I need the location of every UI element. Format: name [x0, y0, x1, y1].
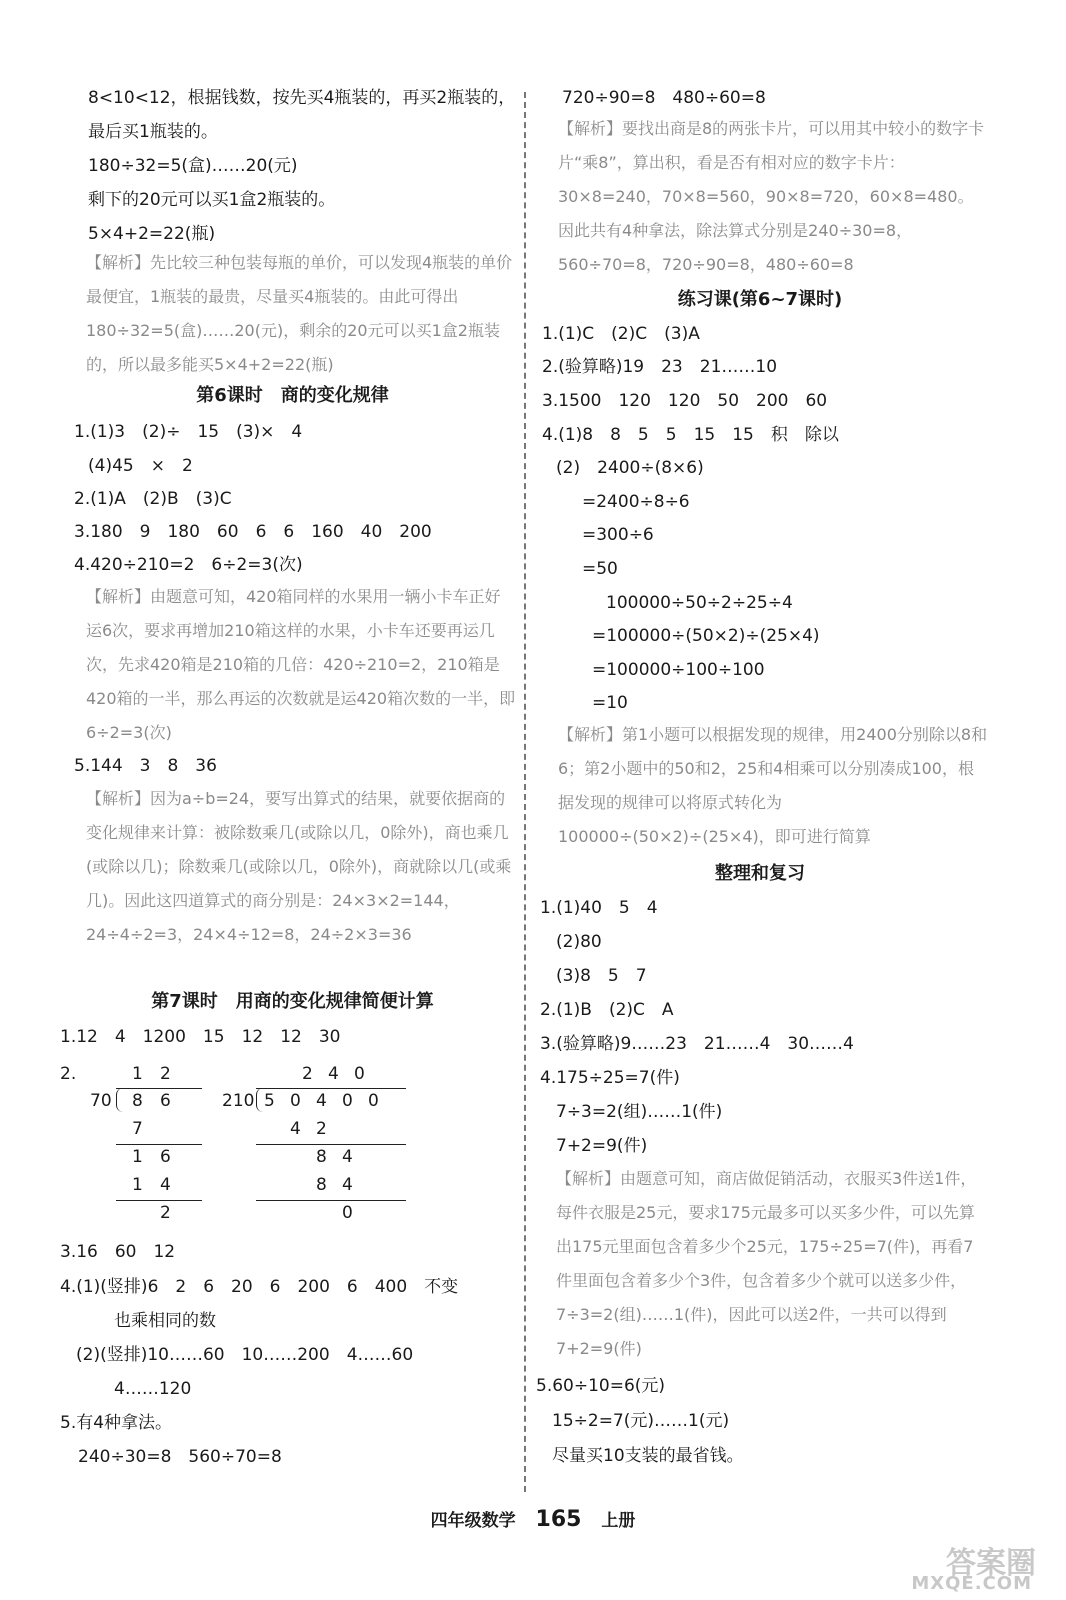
answer-label: 2. [60, 1064, 77, 1084]
text-line: 8<10<12，根据钱数，按先买4瓶装的，再买2瓶装的， [88, 88, 516, 108]
section-title: 第7课时 用商的变化规律简便计算 [151, 991, 434, 1012]
dividend-digit: 4 [316, 1091, 327, 1111]
answer-line: 3.(验算略)9……23 21……4 30……4 [540, 1034, 854, 1054]
dividend-digit: 6 [160, 1091, 171, 1111]
analysis-note: 【解析】要找出商是8的两张卡片，可以用其中较小的数字卡片“乘8”，算出积，看是否有相对应的数字卡片：30×8=240，70×8=560，90×8=720，60×8=480。因此共有4种拿法，除法算式分别是240÷30=8，560÷70=8，720÷90=8，480÷60=8 [558, 119, 985, 274]
answer-line: 4.(1)(竖排)6 2 6 20 6 200 6 400 不变 [60, 1277, 459, 1297]
analysis-note: 【解析】第1小题可以根据发现的规律，用2400分别除以8和6；第2小题中的50和2，25和4相乘可以分别凑成100，根据发现的规律可以将原式转化为100000÷(50×2)÷(25×4)，即可进行简算 [558, 725, 988, 846]
answer-line: 2.(验算略)19 23 21……10 [542, 357, 778, 377]
footer-grade: 四年级数学 [430, 1511, 516, 1531]
answer-line: 1.(1)40 5 4 [540, 898, 658, 918]
answer-line: 240÷30=8 560÷70=8 [78, 1447, 282, 1467]
answer-line: (4)45 × 2 [88, 456, 193, 476]
answer-line: 2.(1)B (2)C A [540, 1000, 674, 1020]
answer-line: 1.(1)C (2)C (3)A [542, 324, 700, 344]
answer-line: 5.有4种拿法。 [60, 1413, 173, 1433]
answer-line: 720÷90=8 480÷60=8 [562, 88, 766, 108]
page-footer [0, 1506, 1066, 1532]
answer-line: =100000÷(50×2)÷(25×4) [592, 626, 820, 646]
dividend-digit: 0 [290, 1091, 301, 1111]
answer-line: 尽量买10支装的最省钱。 [552, 1446, 744, 1466]
answer-line: 5.144 3 8 36 [74, 756, 217, 776]
remainder-digit: 0 [342, 1203, 353, 1223]
dividend-digit: 5 [264, 1091, 275, 1111]
answer-line: 4.420÷210=2 6÷2=3(次) [74, 555, 303, 575]
long-division-1 [70, 1064, 210, 1234]
column-divider [524, 92, 526, 1492]
answer-line: =10 [592, 693, 628, 713]
analysis-note: 【解析】由题意可知，420箱同样的水果用一辆小卡车正好运6次，要求再增加210箱这样的水果，小卡车还要再运几次，先求420箱是210箱的几倍：420÷210=2，210箱是420箱的一半，那么再运的次数就是运420箱次数的一半，即6÷2=3(次) [86, 587, 516, 742]
step-digit: 4 [342, 1147, 353, 1167]
section-title: 整理和复习 [715, 863, 805, 884]
footer-volume: 上册 [601, 1511, 636, 1531]
analysis-note: 【解析】先比较三种包装每瓶的单价，可以发现4瓶装的单价最便宜，1瓶装的最贵，尽量买4瓶装的。由此可得出180÷32=5(盒)……20(元)，剩余的20元可以买1盒2瓶装的，所以最多能买5×4+2=22(瓶) [86, 253, 513, 374]
step-digit: 7 [132, 1119, 143, 1139]
step-digit: 1 [132, 1147, 143, 1167]
answer-line: 4……120 [114, 1379, 192, 1399]
answer-line: =2400÷8÷6 [582, 492, 690, 512]
answer-line: =50 [582, 559, 618, 579]
quotient-digit: 2 [160, 1064, 171, 1084]
answer-line: 4.(1)8 8 5 5 15 15 积 除以 [542, 425, 839, 445]
analysis-note: 【解析】因为a÷b=24，要写出算式的结果，就要依据商的变化规律来计算：被除数乘几(或除以几，0除外)，商也乘几(或除以几)；除数乘几(或除以几，0除外)，商就除以几(或乘几)。因此这四道算式的商分别是：24×3×2=144，24÷4÷2=3，24×4÷12=8，24÷2×3=36 [86, 789, 512, 944]
text-line: 剩下的20元可以买1盒2瓶装的。 [88, 190, 336, 210]
step-digit: 2 [316, 1119, 327, 1139]
step-digit: 6 [160, 1147, 171, 1167]
divisor: 70 [90, 1091, 112, 1111]
answer-line: 7+2=9(件) [556, 1136, 648, 1156]
answer-line: 1.(1)3 (2)÷ 15 (3)× 4 [74, 422, 303, 442]
step-digit: 1 [132, 1175, 143, 1195]
answer-line: 3.180 9 180 60 6 6 160 40 200 [74, 522, 432, 542]
quotient-digit: 0 [354, 1064, 365, 1084]
quotient-digit: 2 [302, 1064, 313, 1084]
page-number: 165 [535, 1507, 582, 1532]
answer-line: 15÷2=7(元)……1(元) [552, 1411, 730, 1431]
quotient-digit: 1 [132, 1064, 143, 1084]
remainder-digit: 2 [160, 1203, 171, 1223]
step-digit: 4 [160, 1175, 171, 1195]
step-digit: 4 [290, 1119, 301, 1139]
watermark-logo: 答案圈 [946, 1546, 1036, 1581]
answer-line: 也乘相同的数 [114, 1311, 216, 1331]
answer-line: 5.60÷10=6(元) [536, 1376, 666, 1396]
step-digit: 8 [316, 1147, 327, 1167]
text-line: 5×4+2=22(瓶) [88, 224, 216, 244]
answer-line: 7÷3=2(组)……1(件) [556, 1102, 723, 1122]
text-line: 180÷32=5(盒)……20(元) [88, 156, 298, 176]
section-title: 练习课(第6~7课时) [677, 289, 843, 310]
step-digit: 4 [342, 1175, 353, 1195]
analysis-note: 【解析】由题意可知，商店做促销活动，衣服买3件送1件，每件衣服是25元，要求175元最多可以买多少件，可以先算出175元里面包含着多少个25元，175÷25=7(件)，再看7件里面包含着多少个3件，包含着多少个就可以送多少件，7÷3=2(组)……1(件)，因此可以送2件，一共可以得到7+2=9(件) [556, 1169, 977, 1358]
answer-line: 100000÷50÷2÷25÷4 [606, 593, 793, 613]
quotient-digit: 4 [328, 1064, 339, 1084]
divisor: 210 [222, 1091, 255, 1111]
answer-line: 2.(1)A (2)B (3)C [74, 489, 232, 509]
section-title: 第6课时 商的变化规律 [196, 385, 389, 406]
step-digit: 8 [316, 1175, 327, 1195]
dividend-digit: 8 [132, 1091, 143, 1111]
long-division-2 [220, 1064, 420, 1234]
answer-line: =100000÷100÷100 [592, 660, 765, 680]
watermark-site: MXQE.COM [911, 1573, 1032, 1594]
answer-line: (3)8 5 7 [556, 966, 647, 986]
answer-line: =300÷6 [582, 525, 654, 545]
dividend-digit: 0 [342, 1091, 353, 1111]
answer-line: 4.175÷25=7(件) [540, 1068, 680, 1088]
answer-line: 1.12 4 1200 15 12 12 30 [60, 1027, 341, 1047]
dividend-digit: 0 [368, 1091, 379, 1111]
answer-line: (2)(竖排)10……60 10……200 4……60 [76, 1345, 414, 1365]
answer-line: 3.1500 120 120 50 200 60 [542, 391, 828, 411]
answer-line: (2) 2400÷(8×6) [556, 458, 704, 478]
answer-line: 3.16 60 12 [60, 1242, 176, 1262]
text-line: 最后买1瓶装的。 [88, 122, 218, 142]
answer-line: (2)80 [556, 932, 602, 952]
